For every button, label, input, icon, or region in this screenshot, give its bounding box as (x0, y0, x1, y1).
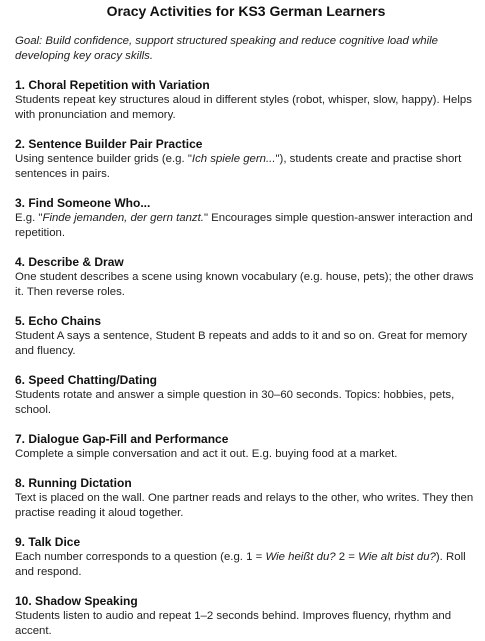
activity-description (15, 93, 477, 123)
description-text: Students listen to audio and repeat 1–2 seconds behind. Improves fluency, rhythm and accent. (15, 610, 452, 637)
activity-list (15, 78, 477, 639)
activity-title: 4. Describe & Draw (15, 255, 124, 269)
activity-title: 1. Choral Repetition with Variation (15, 78, 210, 92)
description-text: Complete a simple conversation and act it out. E.g. buying food at a market. (15, 448, 398, 460)
description-text: Using sentence builder grids (e.g. " (15, 153, 192, 165)
activity-description (15, 152, 477, 182)
activity-title: 9. Talk Dice (15, 535, 81, 549)
activity-item (15, 373, 477, 418)
activity-item (15, 137, 477, 182)
activity-title: 10. Shadow Speaking (15, 594, 138, 608)
description-text: Each number corresponds to a question (e.g. 1 = (15, 551, 266, 563)
description-text: ). Roll and respond. (15, 551, 466, 578)
activity-description (15, 211, 477, 241)
activity-item (15, 314, 477, 359)
activity-description (15, 491, 477, 521)
example-phrase: Ich spiele gern... (191, 153, 276, 165)
description-text: Students rotate and answer a simple question in 30–60 seconds. Topics: hobbies, pets, school. (15, 389, 455, 416)
activity-title: 2. Sentence Builder Pair Practice (15, 137, 203, 151)
description-text: One student describes a scene using known vocabulary (e.g. house, pets); the other draws it. Then reverse roles. (15, 271, 474, 298)
activity-description (15, 447, 477, 462)
example-phrase: Wie alt bist du? (358, 551, 436, 563)
activity-item (15, 476, 477, 521)
description-text: Text is placed on the wall. One partner reads and relays to the other, who writes. They then practise reading it aloud together. (15, 492, 474, 519)
activity-item (15, 535, 477, 580)
activity-description (15, 388, 477, 418)
activity-title: 5. Echo Chains (15, 314, 102, 328)
description-text: E.g. " (15, 212, 43, 224)
activity-title: 7. Dialogue Gap-Fill and Performance (15, 432, 229, 446)
description-text: "), students create and practise short sentences in pairs. (15, 153, 462, 180)
activity-item (15, 78, 477, 123)
activity-description (15, 550, 477, 580)
activity-title: 3. Find Someone Who... (15, 196, 151, 210)
description-text: " Encourages simple question-answer interaction and repetition. (15, 212, 473, 239)
description-text: 2 = (335, 551, 359, 563)
example-phrase: Finde jemanden, der gern tanzt. (42, 212, 204, 224)
activity-item (15, 432, 477, 462)
document-title: Oracy Activities for KS3 German Learners (106, 3, 386, 19)
activity-description (15, 270, 477, 300)
activity-item (15, 196, 477, 241)
description-text: Student A says a sentence, Student B repeats and adds to it and so on. Great for memory and fluency. (15, 330, 468, 357)
goal-statement: Goal: Build confidence, support structured speaking and reduce cognitive load while developing key oracy skills. (15, 35, 438, 62)
example-phrase: Wie heißt du? (265, 551, 336, 563)
activity-description (15, 329, 477, 359)
activity-title: 6. Speed Chatting/Dating (15, 373, 158, 387)
activity-title: 8. Running Dictation (15, 476, 132, 490)
activity-description (15, 609, 477, 639)
description-text: Students repeat key structures aloud in different styles (robot, whisper, slow, happy). Helps with pronunciation and memory. (15, 94, 472, 121)
activity-item (15, 255, 477, 300)
activity-item (15, 594, 477, 639)
